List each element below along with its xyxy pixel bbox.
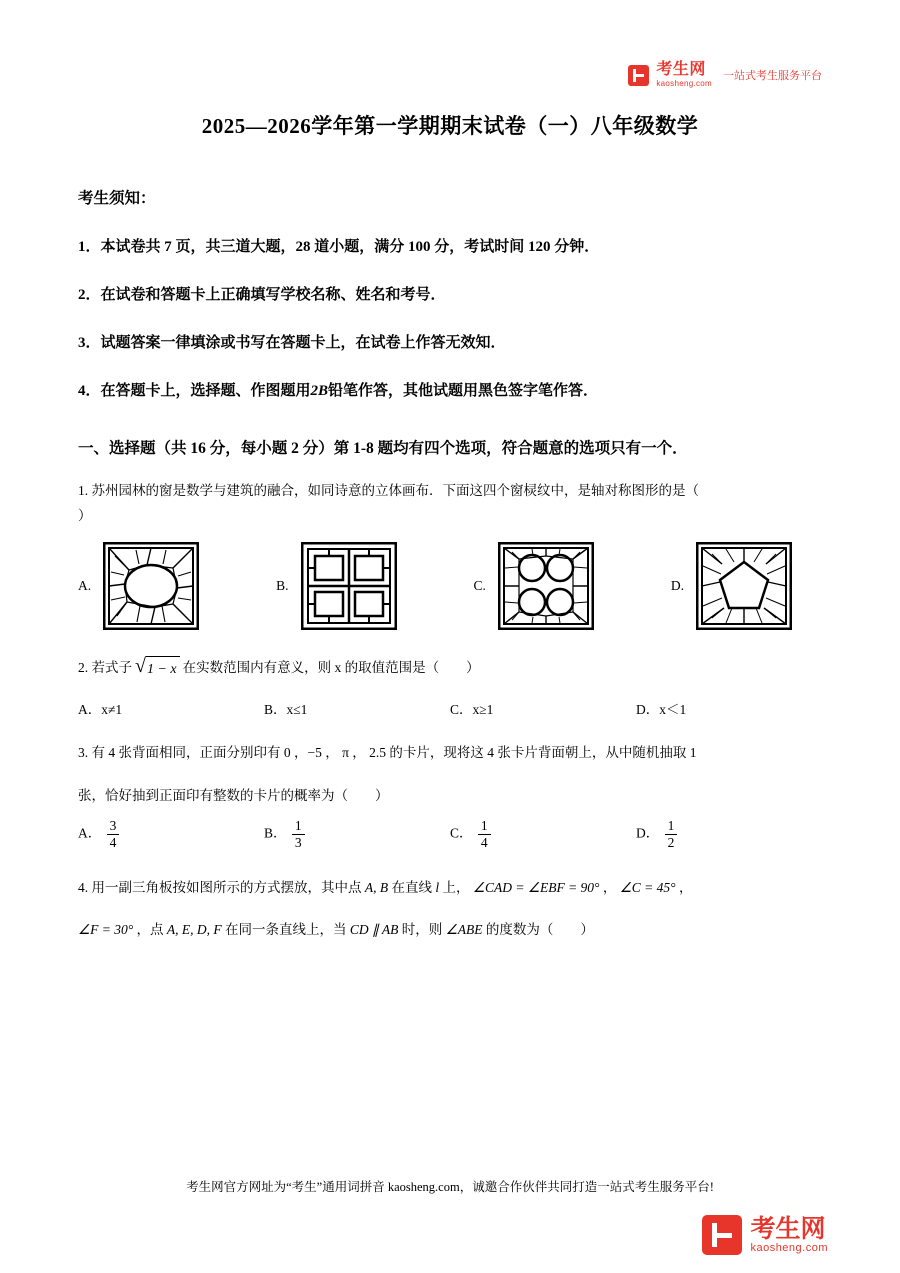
q3-option-a-label: A． bbox=[78, 825, 102, 841]
q2-option-d[interactable]: D．x＜1 bbox=[636, 701, 687, 717]
q3-option-c[interactable] bbox=[450, 818, 636, 851]
q2-option-b[interactable]: B．x≤1 bbox=[264, 701, 308, 717]
brand-slogan: 一站式考生服务平台 bbox=[723, 70, 822, 82]
question-2-sqrt bbox=[135, 656, 180, 682]
q2-option-c[interactable]: C．x≥1 bbox=[450, 701, 494, 717]
q3-d-den: 2 bbox=[665, 834, 678, 851]
question-3-options bbox=[78, 818, 822, 851]
radical-sign-icon: √ bbox=[135, 654, 146, 677]
notice-heading: 考生须知： bbox=[78, 190, 156, 207]
notice-item-4-part-c: 铅笔作答，其他试题用黑色签字笔作答． bbox=[328, 383, 599, 399]
option-b-figure[interactable] bbox=[276, 542, 396, 630]
notice-item-4-part-a: 4．在答题卡上，选择题、作图题用 bbox=[78, 383, 311, 399]
option-a-label: A. bbox=[78, 577, 92, 593]
window-pattern-d-icon bbox=[696, 542, 792, 630]
footer-brand-name-en: kaosheng.com bbox=[750, 1242, 828, 1255]
window-pattern-c-icon bbox=[498, 542, 594, 630]
q4-cd-parallel-ab: CD ∥ AB bbox=[349, 922, 399, 938]
q4-l1-g: ， bbox=[602, 879, 617, 895]
q3-option-d-fraction bbox=[665, 818, 678, 851]
page-title: 2025—2026学年第一学期期末试卷（一）八年级数学 bbox=[201, 114, 699, 138]
question-2-prefix: 2. 若式子 bbox=[78, 660, 132, 676]
q4-angle-cad-ebf: ∠CAD = ∠EBF = 90° bbox=[472, 879, 600, 895]
q4-l2-f: 时，则 bbox=[401, 922, 443, 938]
option-b-label: B. bbox=[276, 577, 289, 593]
footer-brand-logo bbox=[702, 1215, 828, 1255]
q3-c-num: 1 bbox=[480, 817, 488, 833]
q3-a-num: 3 bbox=[109, 817, 117, 833]
q3-option-d[interactable] bbox=[636, 818, 822, 851]
section-heading-choice: 一、选择题（共 16 分，每小题 2 分）第 1-8 题均有四个选项，符合题意的选项只有一个． bbox=[78, 440, 688, 457]
question-4-line-2 bbox=[78, 919, 822, 942]
question-2-radicand: 1 − x bbox=[146, 656, 180, 682]
option-c-figure[interactable] bbox=[473, 542, 593, 630]
q4-l1-i: ， bbox=[678, 879, 693, 895]
option-a-figure[interactable] bbox=[78, 542, 199, 630]
notice-item-4-pencil: 2B bbox=[310, 383, 329, 399]
notice-item-3: 3．试题答案一律填涂或书写在答题卡上，在试卷上作答无效知． bbox=[78, 335, 506, 351]
q4-l1-a: 4. 用一副三角板按如图所示的方式摆放，其中点 bbox=[78, 879, 362, 895]
question-1-figures bbox=[78, 542, 822, 630]
q3-b-den: 3 bbox=[292, 834, 305, 851]
q3-option-c-fraction bbox=[478, 818, 491, 851]
q3-b-num: 1 bbox=[294, 817, 302, 833]
footer-note: 考生网官方网址为“考生”通用词拼音 kaosheng.com，诚邀合作伙伴共同打造一站式考生服务平台! bbox=[186, 1180, 714, 1194]
window-pattern-b-icon bbox=[301, 542, 397, 630]
option-d-figure[interactable] bbox=[671, 542, 792, 630]
q4-points-ab: A, B bbox=[364, 879, 389, 895]
q4-l1-c: 在直线 bbox=[391, 879, 432, 895]
footer-brand-text bbox=[750, 1216, 828, 1254]
q4-l1-e: 上， bbox=[442, 879, 470, 895]
notice-item-1: 1．本试卷共 7 页，共三道大题，28 道小题，满分 100 分，考试时间 120 分钟． bbox=[78, 239, 600, 255]
question-3-text-cont: 张，恰好抽到正面印有整数的卡片的概率为（ ） bbox=[78, 787, 389, 803]
question-1-text-cont: ） bbox=[78, 507, 92, 523]
q3-option-b[interactable] bbox=[264, 818, 450, 851]
option-c-label: C. bbox=[473, 577, 486, 593]
notice-item-4 bbox=[78, 379, 822, 400]
question-2-options bbox=[78, 698, 822, 718]
q3-option-a-fraction bbox=[107, 818, 120, 851]
q4-angle-abe: ∠ABE bbox=[445, 922, 483, 938]
q4-l2-b: ，点 bbox=[136, 922, 164, 938]
question-3-text: 3. 有 4 张背面相同，正面分别印有 0 ，−5 ， π ， 2.5 的卡片，现将这 4 张卡片背面朝上，从中随机抽取 1 bbox=[78, 744, 697, 760]
question-2 bbox=[78, 656, 822, 682]
brand-text bbox=[656, 62, 712, 88]
q2-option-a[interactable]: A．x≠1 bbox=[78, 701, 123, 717]
q3-option-b-label: B． bbox=[264, 825, 287, 841]
option-d-label: D. bbox=[670, 577, 684, 593]
q4-points-aedf: A, E, D, F bbox=[166, 922, 222, 938]
brand-name-cn: 考生网 bbox=[656, 61, 706, 78]
question-4-line-1 bbox=[78, 877, 822, 900]
q4-l2-d: 在同一条直线上，当 bbox=[224, 922, 347, 938]
q3-c-den: 4 bbox=[478, 834, 491, 851]
footer-brand-name-cn: 考生网 bbox=[750, 1214, 826, 1243]
q4-angle-f: ∠F = 30° bbox=[78, 922, 134, 938]
kaosheng-logo-icon bbox=[628, 65, 649, 86]
question-2-suffix: 在实数范围内有意义，则 x 的取值范围是（ ） bbox=[182, 660, 480, 676]
q3-option-a[interactable] bbox=[78, 818, 264, 851]
q3-option-d-label: D． bbox=[636, 825, 660, 841]
notice-item-2: 2．在试卷和答题卡上正确填写学校名称、姓名和考号． bbox=[78, 287, 446, 303]
brand-name-en: kaosheng.com bbox=[656, 79, 712, 88]
q4-l2-h: 的度数为（ ） bbox=[485, 922, 594, 938]
brand-logo bbox=[628, 62, 822, 88]
window-pattern-a-icon bbox=[103, 542, 199, 630]
q4-line-l: l bbox=[435, 879, 440, 895]
q3-d-num: 1 bbox=[667, 817, 675, 833]
kaosheng-footer-logo-icon bbox=[702, 1215, 742, 1255]
question-1-text: 1. 苏州园林的窗是数学与建筑的融合，如同诗意的立体画布．下面这四个窗棂纹中，是轴对称图形的是（ bbox=[78, 483, 699, 498]
q3-option-c-label: C． bbox=[450, 825, 473, 841]
q3-a-den: 4 bbox=[107, 834, 120, 851]
q3-option-b-fraction bbox=[292, 818, 305, 851]
q4-angle-c: ∠C = 45° bbox=[619, 879, 676, 895]
